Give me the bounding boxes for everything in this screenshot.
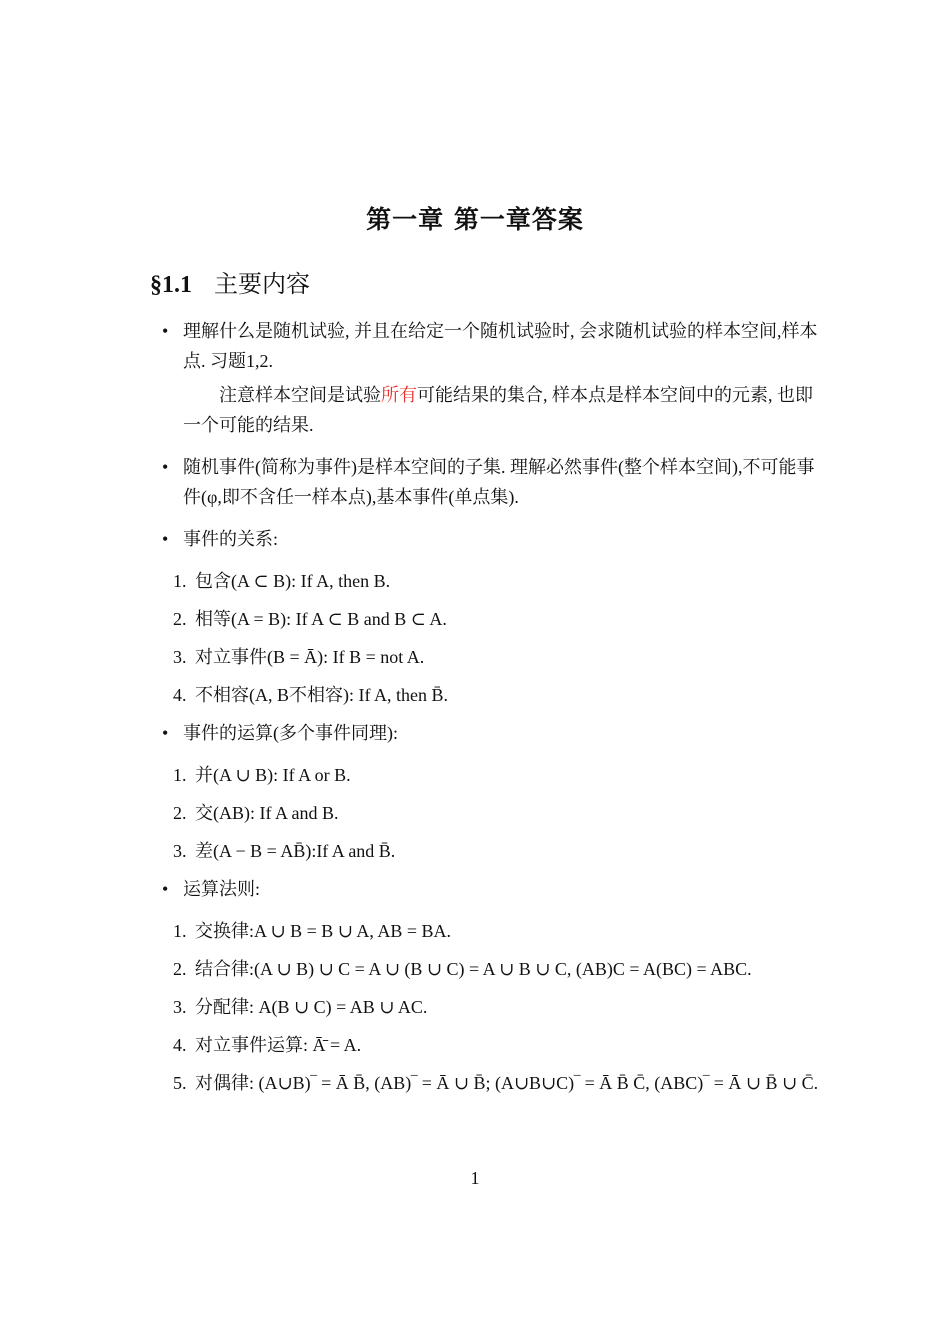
list-item bbox=[162, 760, 822, 790]
item-number: 2. bbox=[173, 959, 187, 979]
item-label: 包含 bbox=[195, 571, 231, 591]
item-label: 差 bbox=[195, 841, 213, 861]
item-label: 相等 bbox=[195, 609, 231, 629]
item-number: 1. bbox=[173, 571, 187, 591]
main-content bbox=[162, 316, 822, 1106]
item-formula: (A, B不相容): If A, then B̄. bbox=[249, 685, 448, 705]
item-number: 3. bbox=[173, 997, 187, 1017]
item-number: 2. bbox=[173, 609, 187, 629]
list-item bbox=[162, 916, 822, 946]
bullet-event-relations bbox=[162, 524, 822, 554]
item-formula: : Ā̄ = A. bbox=[303, 1035, 362, 1055]
list-item bbox=[162, 992, 822, 1022]
note-text-start: 注意样本空间是试验 bbox=[219, 385, 381, 405]
page-number: 1 bbox=[470, 1168, 480, 1188]
item-number: 3. bbox=[173, 647, 187, 667]
item-number: 1. bbox=[173, 921, 187, 941]
item-formula: :A ∪ B = B ∪ A, AB = BA. bbox=[249, 921, 452, 941]
item-number: 2. bbox=[173, 803, 187, 823]
item-formula: (A ∪ B): If A or B. bbox=[213, 765, 351, 785]
item-formula: (A − B = AB̄):If A and B̄. bbox=[213, 841, 396, 861]
item-formula: : A(B ∪ C) = AB ∪ AC. bbox=[249, 997, 428, 1017]
laws-list bbox=[162, 916, 822, 1098]
item-number: 4. bbox=[173, 1035, 187, 1055]
list-item bbox=[162, 954, 822, 984]
bullet-random-experiment bbox=[162, 316, 822, 440]
item-label: 对立事件运算 bbox=[195, 1035, 303, 1055]
list-item bbox=[162, 566, 822, 596]
bullet-text: • 理解什么是随机试验, 并且在给定一个随机试验时, 会求随机试验的样本空间,样本点. 习题1,2. bbox=[183, 321, 818, 371]
list-item bbox=[162, 836, 822, 866]
bullet-text: • 事件的关系: bbox=[183, 529, 279, 549]
item-formula: (B = Ā): If B = not A. bbox=[267, 647, 425, 667]
list-item bbox=[162, 642, 822, 672]
item-label: 交 bbox=[195, 803, 213, 823]
item-label: 并 bbox=[195, 765, 213, 785]
item-number: 5. bbox=[173, 1073, 187, 1093]
item-formula: (A = B): If A ⊂ B and B ⊂ A. bbox=[231, 609, 447, 629]
bullet-random-event bbox=[162, 452, 822, 512]
relations-list bbox=[162, 566, 822, 710]
item-label: 结合律 bbox=[195, 959, 249, 979]
list-item bbox=[162, 680, 822, 710]
bullet-event-operations bbox=[162, 718, 822, 748]
section-number: §1.1 bbox=[150, 272, 192, 298]
item-formula: :(A ∪ B) ∪ C = A ∪ (B ∪ C) = A ∪ B ∪ C, (AB)C = A(BC) = ABC. bbox=[249, 959, 752, 979]
item-label: 对偶律 bbox=[195, 1073, 249, 1093]
section-heading bbox=[150, 264, 310, 299]
list-item bbox=[162, 1030, 822, 1060]
note-highlight: 所有 bbox=[381, 385, 417, 405]
item-label: 交换律 bbox=[195, 921, 249, 941]
list-item bbox=[162, 1068, 822, 1098]
item-formula: (A ⊂ B): If A, then B. bbox=[231, 571, 391, 591]
item-label: 对立事件 bbox=[195, 647, 267, 667]
bullet-operation-laws bbox=[162, 874, 822, 904]
section-name: 主要内容 bbox=[214, 270, 310, 298]
item-number: 3. bbox=[173, 841, 187, 861]
chapter-title: 第一章 第一章答案 bbox=[366, 205, 584, 234]
bullet-text: • 运算法则: bbox=[183, 879, 261, 899]
list-item bbox=[162, 798, 822, 828]
item-number: 4. bbox=[173, 685, 187, 705]
item-label: 分配律 bbox=[195, 997, 249, 1017]
operations-list bbox=[162, 760, 822, 866]
bullet-text: • 事件的运算(多个事件同理): bbox=[183, 723, 398, 743]
item-number: 1. bbox=[173, 765, 187, 785]
item-formula: : (A∪B)‾ = Ā B̄, (AB)‾ = Ā ∪ B̄; (A∪B∪C)‾ = Ā B̄ C̄, (ABC)‾ = Ā ∪ B̄ ∪ C̄. bbox=[249, 1073, 819, 1093]
list-item bbox=[162, 604, 822, 634]
bullet-text: • 随机事件(简称为事件)是样本空间的子集. 理解必然事件(整个样本空间),不可能事件(φ,即不含任一样本点),基本事件(单点集). bbox=[183, 457, 815, 507]
note-paragraph bbox=[183, 380, 822, 440]
item-label: 不相容 bbox=[195, 685, 249, 705]
item-formula: (AB): If A and B. bbox=[213, 803, 339, 823]
note-text-end: 可能结果的集合, 样本点是样本空间中的元素, 也即一个可能的结果. bbox=[183, 385, 813, 435]
